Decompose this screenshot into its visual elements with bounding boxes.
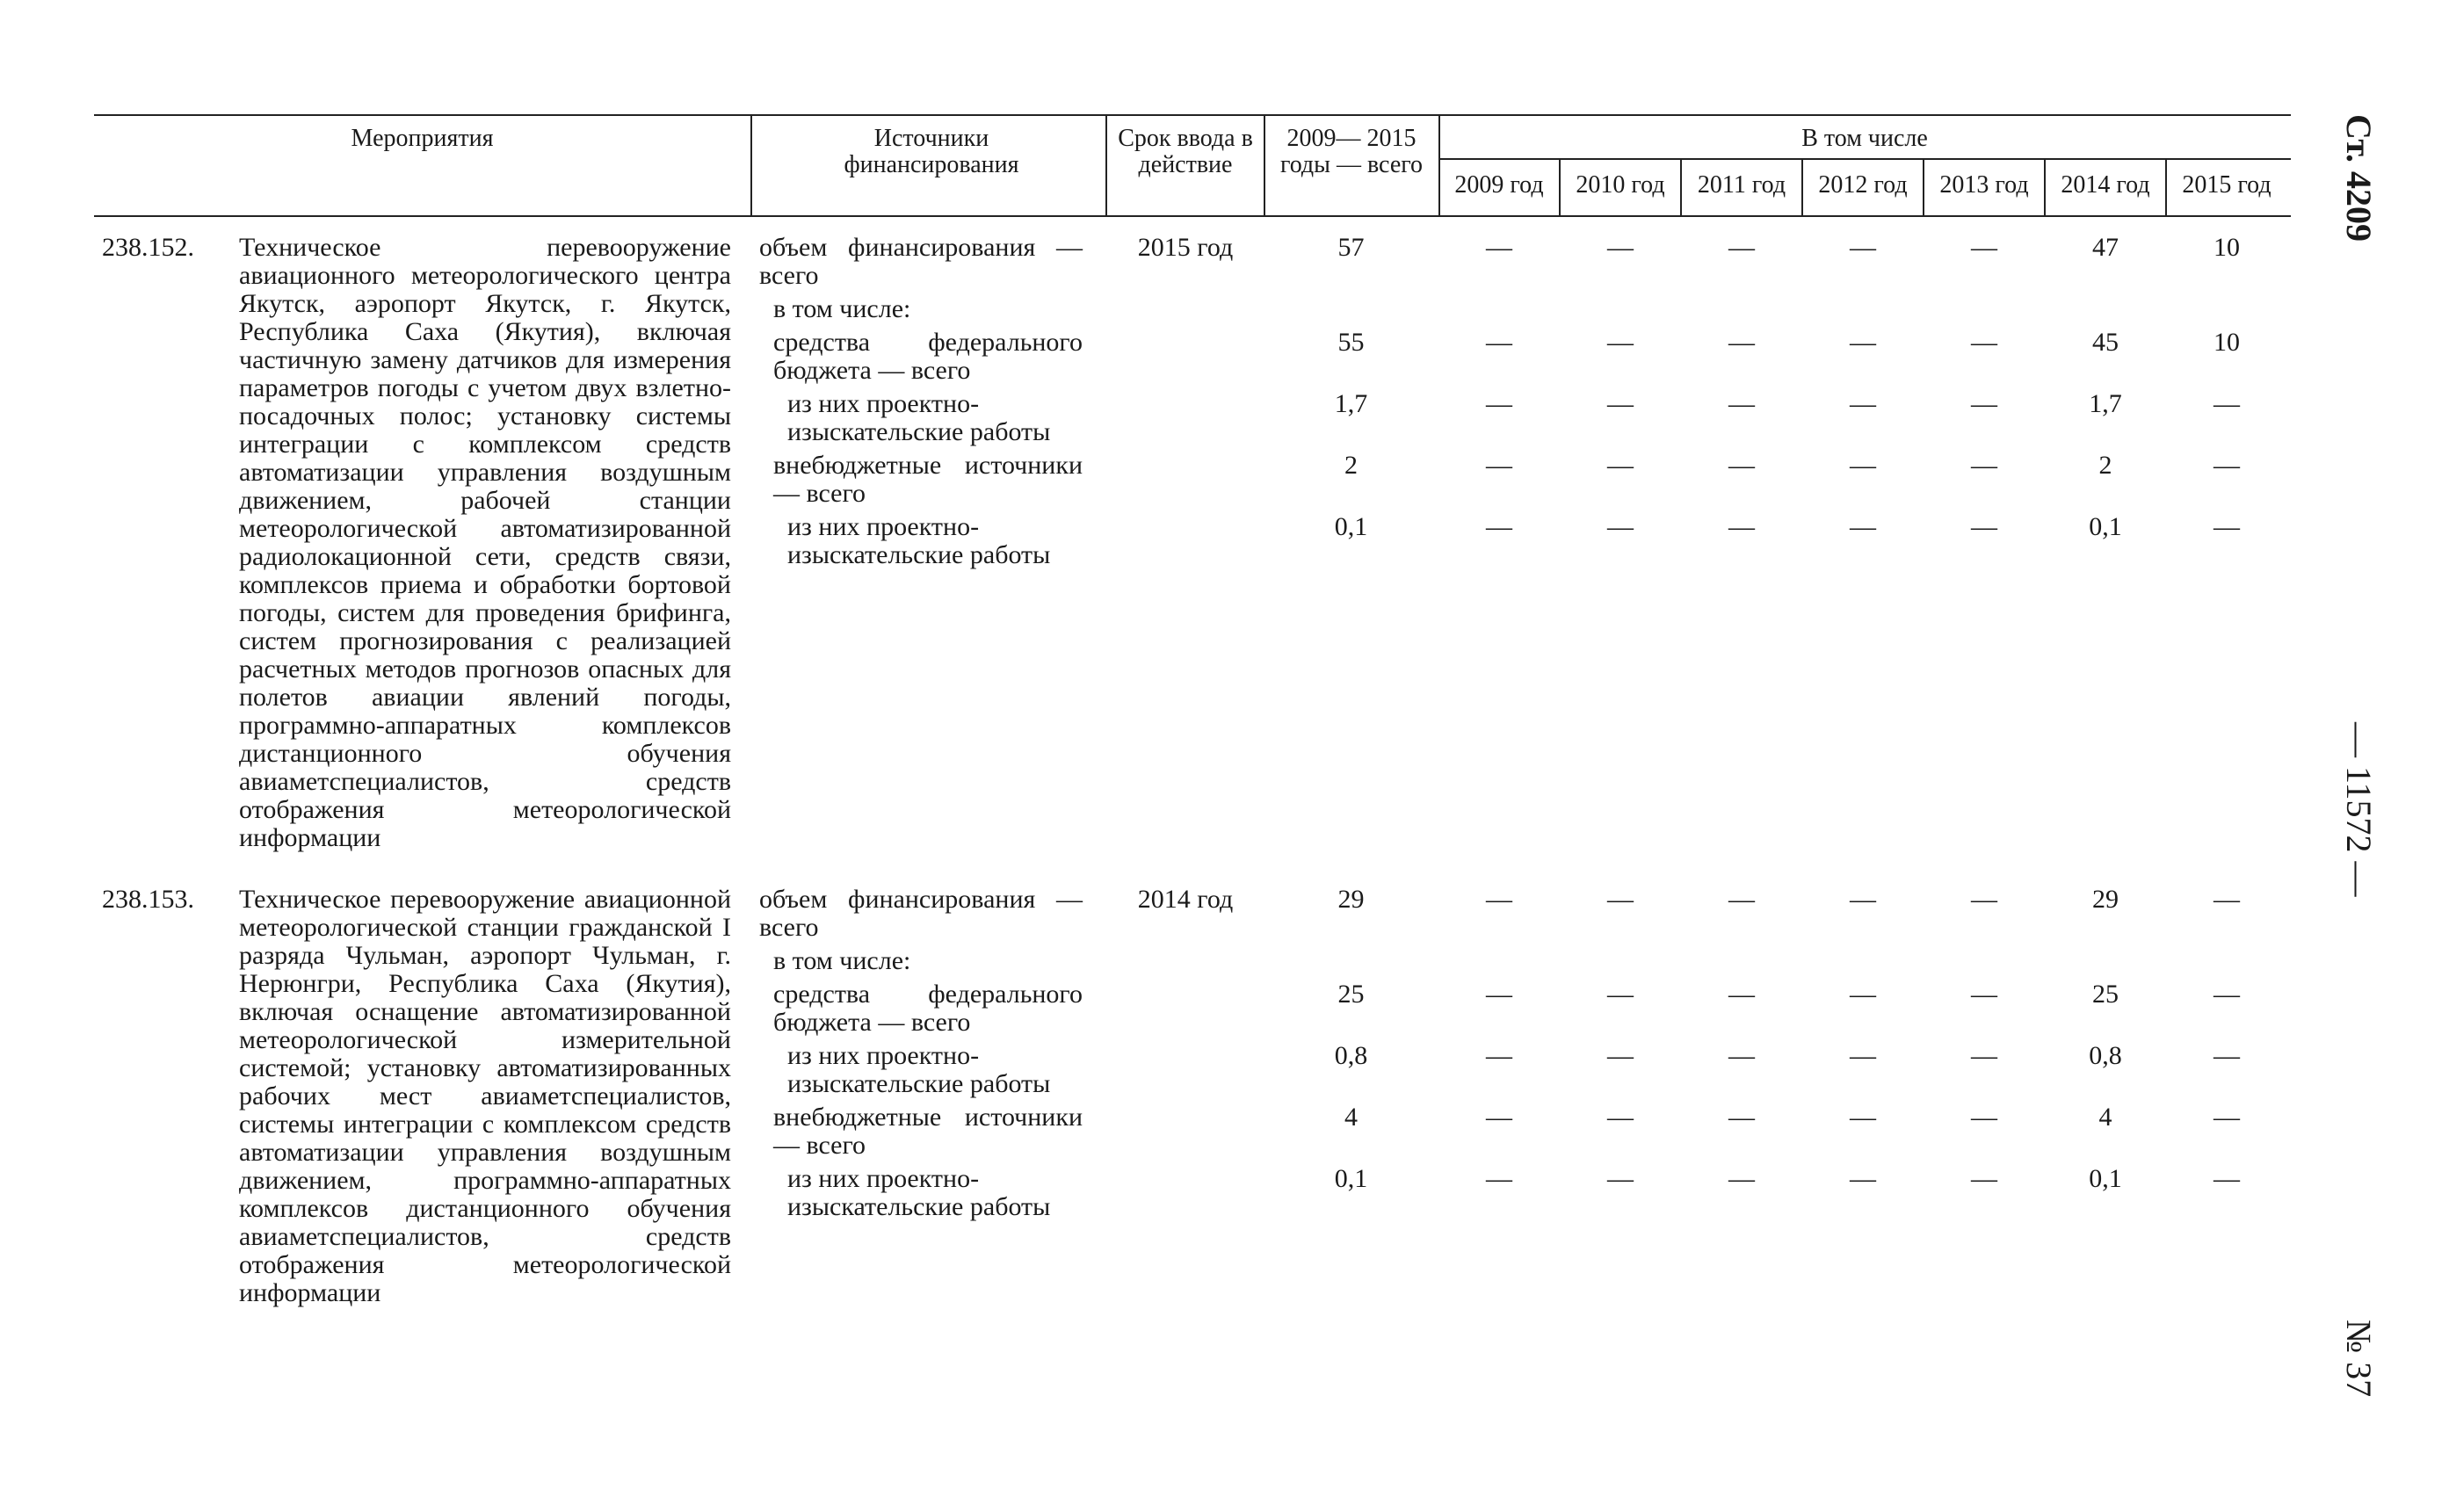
value-year-2: — [1607,1041,1634,1070]
header-year-1: 2009 год [1454,171,1544,199]
source-federal-label: средства федерального бюджета — всего [773,980,1083,1037]
value-year-7: — [2214,389,2240,418]
value-year-7: — [2214,885,2240,914]
value-total: 25 [1337,980,1365,1009]
value-year-5: — [1971,451,1997,480]
header-including: В том числе [1801,125,1928,152]
value-year-6: 4 [2098,1103,2112,1132]
value-year-6: 47 [2092,233,2119,262]
value-year-3: — [1728,451,1755,480]
value-year-1: — [1486,980,1512,1009]
value-year-6: 29 [2092,885,2119,914]
value-year-3: — [1728,1041,1755,1070]
header-divider [1264,114,1265,217]
value-year-4: — [1850,512,1876,541]
value-year-3: — [1728,885,1755,914]
header-divider [1105,114,1107,217]
value-year-1: — [1486,1041,1512,1070]
value-year-3: — [1728,980,1755,1009]
value-year-4: — [1850,980,1876,1009]
value-year-7: — [2214,451,2240,480]
source-extra-label: внебюджетные источники — всего [773,451,1083,508]
header-sources: Источники финансирования [844,125,1019,178]
value-total: 1,7 [1334,389,1368,418]
value-year-1: — [1486,233,1512,262]
page-reference: Ст. 4209 [2339,114,2379,242]
header-year-4: 2012 год [1818,171,1908,199]
value-year-2: — [1607,389,1634,418]
value-year-3: — [1728,1103,1755,1132]
source-extra-label: внебюджетные источники — всего [773,1103,1083,1160]
value-year-5: — [1971,233,1997,262]
value-year-1: — [1486,451,1512,480]
value-year-4: — [1850,1103,1876,1132]
source-extra-design-label: из них проектно-изыскательские работы [787,1164,1051,1221]
value-total: 0,1 [1334,512,1368,541]
value-total: 29 [1337,885,1365,914]
value-year-6: 1,7 [2089,389,2122,418]
value-year-2: — [1607,1103,1634,1132]
value-total: 2 [1344,451,1358,480]
value-year-1: — [1486,885,1512,914]
row-deadline: 2014 год [1137,885,1234,914]
value-year-5: — [1971,980,1997,1009]
value-year-1: — [1486,512,1512,541]
value-year-6: 0,1 [2089,512,2122,541]
source-federal-design-label: из них проектно-изыскательские работы [787,389,1051,446]
source-federal-design-label: из них проектно-изыскательские работы [787,1041,1051,1098]
document-number: — 11572 — [2339,722,2379,897]
value-year-5: — [1971,1103,1997,1132]
header-year-3: 2011 год [1697,171,1786,199]
value-year-2: — [1607,451,1634,480]
value-year-6: 25 [2092,980,2119,1009]
value-year-4: — [1850,451,1876,480]
header-year-6: 2014 год [2061,171,2150,199]
value-year-5: — [1971,1041,1997,1070]
header-sub-rule [1438,158,2291,160]
header-divider [750,114,752,217]
value-year-2: — [1607,328,1634,357]
row-number: 238.153. [102,885,194,914]
row-description: Техническое перевооружение авиационного метеорологического центра Якутск, аэропорт Якутск, г. Якутск, Республика Саха (Якутия), включая частичную замену датчиков для измерения параметров погоды с учетом двух взлетно-посадочных полос; установку системы интеграции с комплексом средств автоматизации управления воздушным движением, рабочей станции метеорологической автоматизированной радиолокационной сети, средств связи, комплексов приема и обработки бортовой погоды, систем для проведения брифинга, систем прогнозирования с реализацией расчетных методов прогнозов опасных для полетов авиации явлений погоды, программно-аппаратных комплексов дистанционного обучения авиаметспециалистов, средств отображения метеорологической информации [239,233,731,852]
value-year-5: — [1971,1164,1997,1193]
row-number: 238.152. [102,233,194,262]
value-year-1: — [1486,1164,1512,1193]
value-year-4: — [1850,1041,1876,1070]
value-total: 57 [1337,233,1365,262]
value-year-7: — [2214,980,2240,1009]
source-federal-label: средства федерального бюджета — всего [773,328,1083,385]
header-year-7: 2015 год [2182,171,2271,199]
value-year-7: — [2214,512,2240,541]
value-year-5: — [1971,328,1997,357]
value-total: 0,8 [1334,1041,1368,1070]
value-year-4: — [1850,885,1876,914]
value-year-7: 10 [2214,328,2240,357]
issue-number: № 37 [2339,1320,2379,1398]
header-top-rule [94,114,2291,116]
value-year-2: — [1607,233,1634,262]
source-including-label: в том числе: [773,294,911,323]
value-total: 55 [1337,328,1365,357]
value-year-4: — [1850,389,1876,418]
value-year-5: — [1971,885,1997,914]
value-year-2: — [1607,885,1634,914]
value-year-3: — [1728,233,1755,262]
value-year-3: — [1728,389,1755,418]
value-year-2: — [1607,512,1634,541]
value-year-4: — [1850,1164,1876,1193]
value-year-7: — [2214,1103,2240,1132]
source-extra-design-label: из них проектно-изыскательские работы [787,512,1051,569]
value-total: 0,1 [1334,1164,1368,1193]
header-year-5: 2013 год [1939,171,2029,199]
value-year-1: — [1486,328,1512,357]
value-year-2: — [1607,1164,1634,1193]
source-total-label: объем финансирования — всего [759,885,1083,942]
value-year-7: — [2214,1041,2240,1070]
value-year-7: 10 [2214,233,2240,262]
value-year-5: — [1971,512,1997,541]
value-year-7: — [2214,1164,2240,1193]
row-deadline: 2015 год [1137,233,1234,262]
row-description: Техническое перевооружение авиационной метеорологической станции гражданской I разряда Чульман, аэропорт Чульман, г. Нерюнгри, Республика Саха (Якутия), включая оснащение автоматизированной метеорологической измерительной системой; установку автоматизированных рабочих мест авиаметспециалистов, системы интеграции с комплексом средств автоматизации управления воздушным движением, программно-аппаратных комплексов дистанционного обучения авиаметспециалистов, средств отображения метеорологической информации [239,885,731,1307]
value-year-6: 0,1 [2089,1164,2122,1193]
value-total: 4 [1344,1103,1358,1132]
header-measures: Мероприятия [351,125,494,152]
value-year-4: — [1850,233,1876,262]
header-deadline: Срок ввода в действие [1118,125,1253,178]
value-year-5: — [1971,389,1997,418]
value-year-6: 0,8 [2089,1041,2122,1070]
value-year-6: 2 [2098,451,2112,480]
value-year-3: — [1728,1164,1755,1193]
source-total-label: объем финансирования — всего [759,233,1083,290]
value-year-4: — [1850,328,1876,357]
source-including-label: в том числе: [773,946,911,975]
value-year-3: — [1728,328,1755,357]
value-year-2: — [1607,980,1634,1009]
value-year-6: 45 [2092,328,2119,357]
value-year-1: — [1486,1103,1512,1132]
value-year-3: — [1728,512,1755,541]
header-total: 2009— 2015 годы — всего [1279,125,1424,178]
value-year-1: — [1486,389,1512,418]
header-year-2: 2010 год [1576,171,1665,199]
header-bottom-rule [94,215,2291,217]
